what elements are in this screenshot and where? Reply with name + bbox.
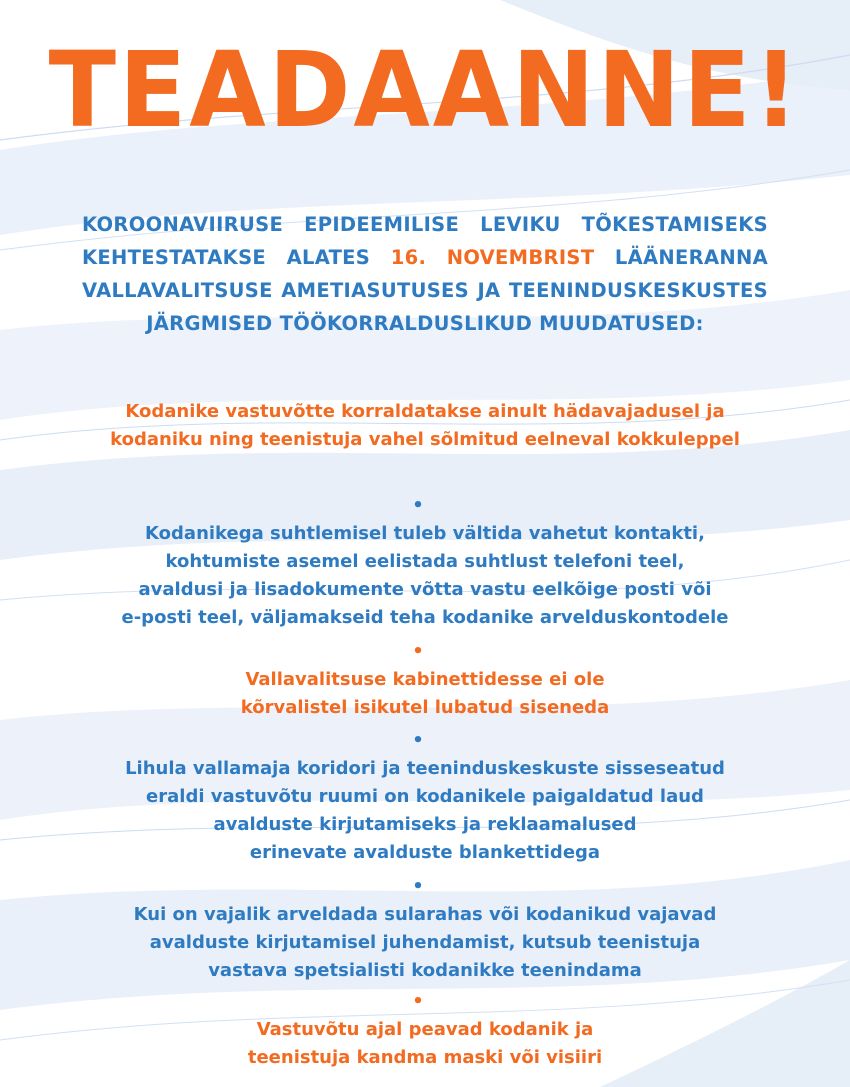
bullet: • [412,730,424,751]
intro-line: KOROONAVIIRUSE EPIDEEMILISE LEVIKU TÕKESTAMISEKS [82,213,768,236]
notice-line: kõrvalistel isikutel lubatud siseneda [240,697,610,718]
notice-line [40,638,810,694]
intro-date: 16. NOVEMBRIST [390,246,595,269]
bullet: • [412,641,424,662]
notice-line [40,727,810,783]
notice-text: Kui on vajalik arveldada sularahas või kodanikud vajavad [133,904,717,925]
page-title: TEADAANNE! [48,29,802,151]
notice-text: Kodanikega suhtlemisel tuleb vältida vahetut kontakti, [145,523,705,544]
notice-line: e-posti teel, väljamakseid teha kodanike arvelduskontodele [121,607,729,628]
notice-line: teenistuja kandma maski või visiiri [247,1047,603,1068]
notice-line: avalduste kirjutamisel juhendamist, kutsub teenistuja [149,932,701,953]
notice-line [40,873,810,929]
notice-line: vastava spetsialisti kodanikke teenindama [208,960,642,981]
notice-text: Vastuvõtu ajal peavad kodanik ja [256,1019,594,1040]
bullet: • [412,991,424,1012]
notice-line: kodaniku ning teenistuja vahel sõlmitud eelneval kokkuleppel [110,429,740,450]
notice-line: avalduste kirjutamiseks ja reklaamalused [213,814,637,835]
notice-text: Vallavalitsuse kabinettidesse ei ole [245,669,605,690]
notice-item [40,638,810,722]
bullet: • [412,876,424,897]
notice-line: eraldi vastuvõtu ruumi on kodanikele paigaldatud laud [146,786,704,807]
intro-line: JÄRGMISED TÖÖKORRALDUSLIKUD MUUDATUSED: [146,312,704,335]
notice-item [40,492,810,632]
notice-item [40,988,810,1072]
notice-item [40,727,810,867]
bullet: • [412,495,424,516]
notice-item [40,398,810,454]
notice-line: avaldusi ja lisadokumente võtta vastu eelkõige posti või [138,579,712,600]
intro-paragraph [82,208,768,340]
intro-line: VALLAVALITSUSE AMETIASUTUSES JA TEENINDUSKESKUSTES [82,279,768,302]
intro-line [82,241,768,274]
notice-line [40,988,810,1044]
intro-text: KEHTESTATAKSE ALATES [82,246,391,269]
notice-line: erinevate avalduste blankettidega [249,842,601,863]
notice-line [40,492,810,548]
notice-line: kohtumiste asemel eelistada suhtlust telefoni teel, [165,551,685,572]
notice-text: Lihula vallamaja koridori ja teeninduskeskuste sisseseatud [125,758,725,779]
notice-line: Kodanike vastuvõtte korraldatakse ainult hädavajadusel ja [125,401,725,422]
intro-text: LÄÄNERANNA [594,246,769,269]
notice-item [40,873,810,985]
